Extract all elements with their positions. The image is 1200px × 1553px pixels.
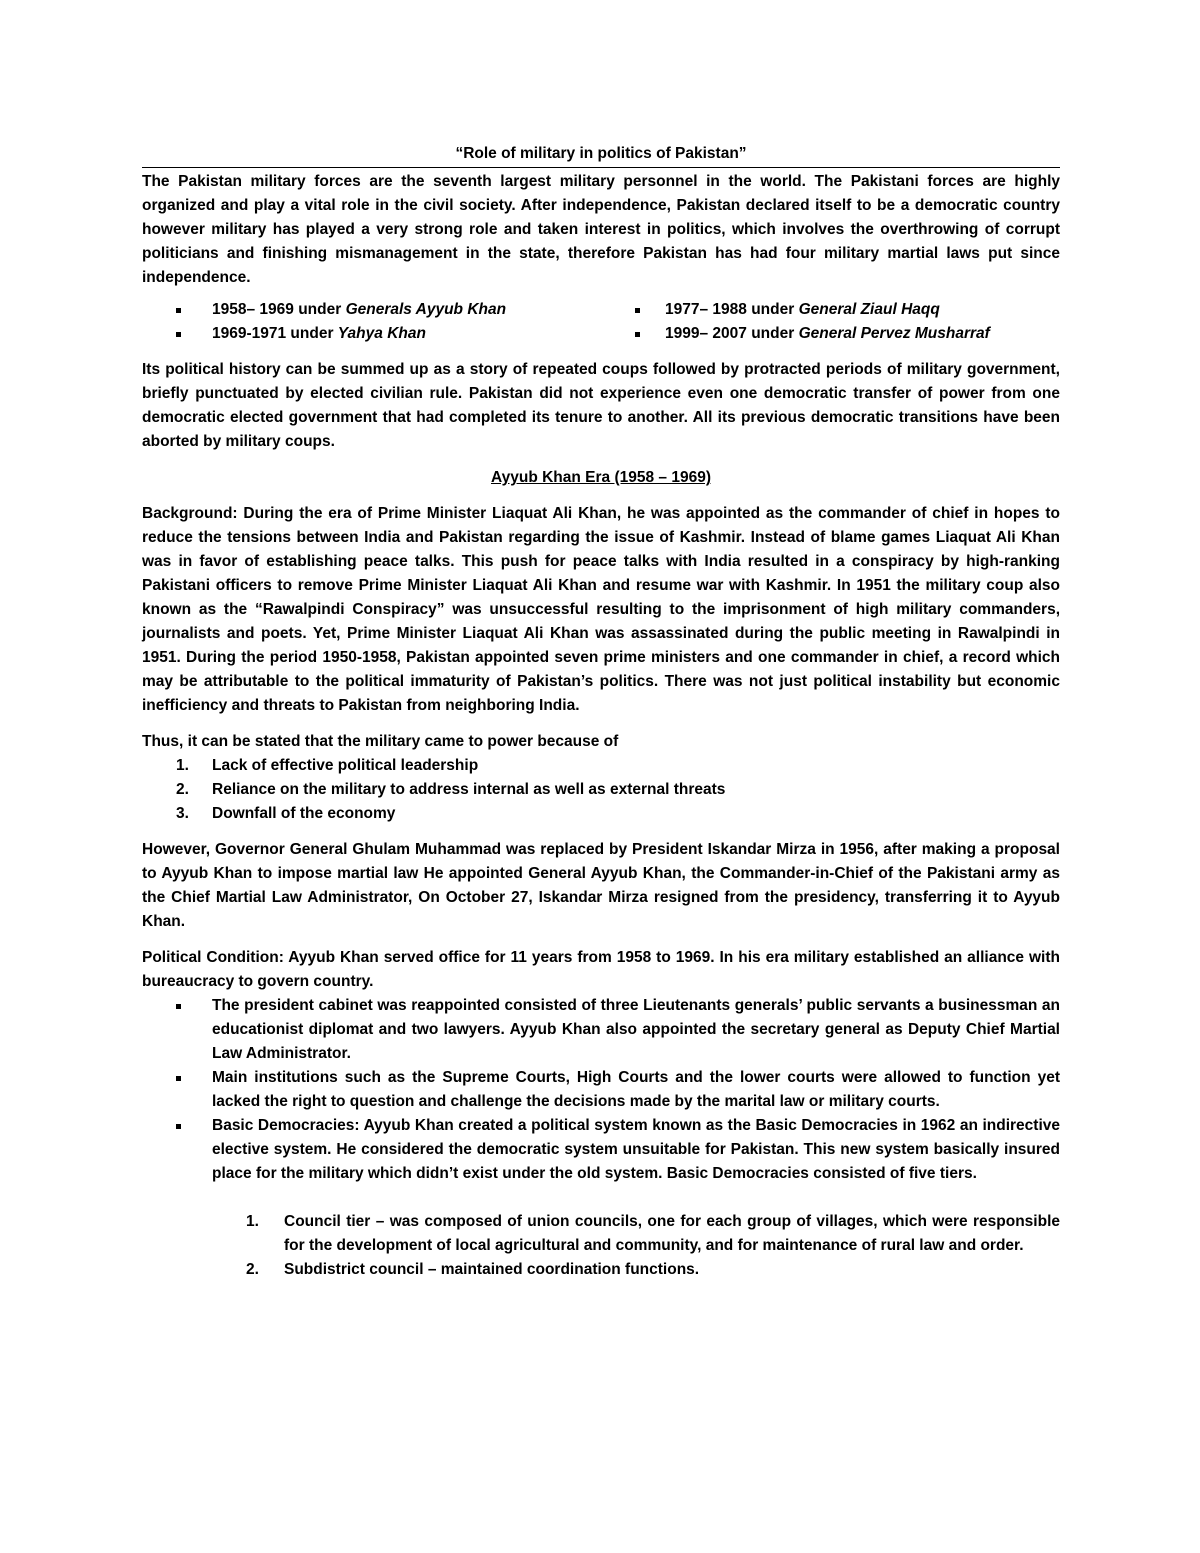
square-bullet-icon [176,1124,181,1129]
reasons-list [142,754,1060,826]
list-item: Basic Democracies: Ayyub Khan created a political system known as the Basic Democracies in 1962 an indirective elective system. He considered the democratic system unsuitable for Pakistan. This new system basically insured place for the military which didn’t exist under the old system. Basic Democracies consisted of five tiers. [142,1114,1060,1186]
list-item: 2. Reliance on the military to address internal as well as external threats [176,781,726,798]
condition-points-list [142,994,1060,1186]
background-paragraph: Background: During the era of Prime Minister Liaquat Ali Khan, he was appointed as the commander of chief in hopes to reduce the tensions between India and Pakistan regarding the issue of Kashmir. Instead of blame games Liaquat Ali Khan was in favor of establishing peace talks. This push for peace talks with India resulted in a conspiracy by high-ranking Pakistani officers to remove Prime Minister Liaquat Ali Khan and resume war with Kashmir. In 1951 the military coup also known as the “Rawalpindi Conspiracy” was unsuccessful resulting to the imprisonment of high military commanders, journalists and poets. Yet, Prime Minister Liaquat Ali Khan was assassinated during the public meeting in Rawalpindi in 1951. During the period 1950-1958, Pakistan appointed seven prime ministers and one commander in chief, a record which may be attributable to the political immaturity of Pakistan’s politics. There was not just political instability but economic inefficiency and threats to Pakistan from neighboring India. [142,505,1060,714]
square-bullet-icon [176,332,181,337]
martial-law-item: 1999– 2007 under General Pervez Musharraf [601,322,1060,346]
tiers-list [142,1210,1060,1282]
square-bullet-icon [635,308,640,313]
background-label: Background: [142,505,238,522]
list-item: 1. Lack of effective political leadership [176,757,479,774]
list-item: Main institutions such as the Supreme Courts, High Courts and the lower courts were allowed to function yet lacked the right to question and challenge the decisions made by the marital law or military courts. [142,1066,1060,1114]
martial-law-item: 1958– 1969 under Generals Ayyub Khan [142,298,601,322]
document-content [142,142,1060,1282]
however-paragraph: However, Governor General Ghulam Muhammad was replaced by President Iskandar Mirza in 1956, after making a proposal to Ayyub Khan to impose martial law He appointed General Ayyub Khan, the Commander-in-Chief of the Pakistani army as the Chief Martial Law Administrator, On October 27, Iskandar Mirza resigned from the presidency, transferring it to Ayyub Khan. [142,841,1060,930]
document-title: “Role of military in politics of Pakistan” [142,142,1060,168]
section-heading: Ayyub Khan Era (1958 – 1969) [491,469,711,486]
martial-law-list [142,298,1060,346]
political-condition-label: Political Condition: [142,949,284,966]
intro-paragraph: The Pakistan military forces are the seventh largest military personnel in the world. The Pakistani forces are highly organized and play a vital role in the civil society. After independence, Pakistan declared itself to be a democratic country however military has played a very strong role and taken interest in politics, which involves the overthrowing of corrupt politicians and finishing mismanagement in the state, therefore Pakistan has had four military martial laws put since independence. [142,173,1060,286]
list-item: The president cabinet was reappointed consisted of three Lieutenants generals’ public servants a businessman an educationist diplomat and two lawyers. Ayyub Khan also appointed the secretary general as Deputy Chief Martial Law Administrator. [142,994,1060,1066]
history-paragraph: Its political history can be summed up as a story of repeated coups followed by protracted periods of military government, briefly punctuated by elected civilian rule. Pakistan did not experience even one democratic transfer of power from one democratic elected government that had completed its tenure to another. All its previous democratic transitions have been aborted by military coups. [142,361,1060,450]
square-bullet-icon [176,308,181,313]
list-item: 1. Council tier – was composed of union councils, one for each group of villages, which were responsible for the development of local agricultural and community, and for maintenance of rural law and order. [246,1213,1060,1254]
square-bullet-icon [176,1076,181,1081]
martial-law-column-right [601,298,1060,346]
list-item: 2. Subdistrict council – maintained coordination functions. [246,1261,700,1278]
thus-line: Thus, it can be stated that the military came to power because of [142,733,619,750]
square-bullet-icon [635,332,640,337]
list-item: 3. Downfall of the economy [176,805,396,822]
square-bullet-icon [176,1004,181,1009]
martial-law-item: 1969-1971 under Yahya Khan [142,322,601,346]
political-condition-paragraph: Political Condition: Ayyub Khan served office for 11 years from 1958 to 1969. In his era military established an alliance with bureaucracy to govern country. [142,949,1060,990]
martial-law-item: 1977– 1988 under General Ziaul Haqq [601,298,1060,322]
martial-law-column-left [142,298,601,346]
